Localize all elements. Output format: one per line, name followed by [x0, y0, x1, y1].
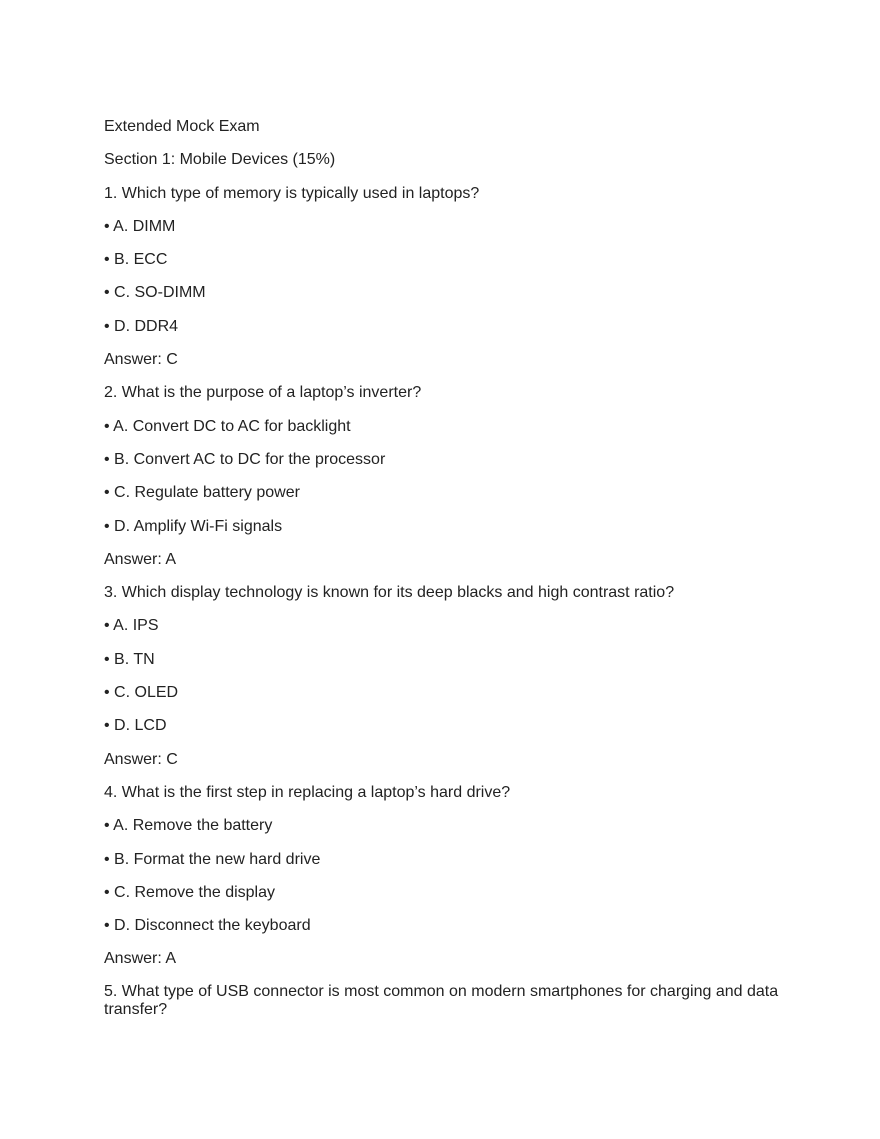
question-1: 1. Which type of memory is typically used in laptops?	[104, 184, 480, 202]
document-title: Extended Mock Exam	[104, 118, 260, 135]
option-3c: • C. OLED	[104, 684, 179, 702]
option-4d: • D. Disconnect the keyboard	[104, 917, 311, 935]
answer-1: Answer: C	[104, 351, 178, 369]
option-2d: • D. Amplify Wi-Fi signals	[104, 517, 283, 535]
document-page	[104, 117, 794, 1019]
question-5: 5. What type of USB connector is most common on modern smartphones for charging and data transfer?	[104, 982, 779, 1018]
answer-2: Answer: A	[104, 550, 177, 568]
question-4: 4. What is the first step in replacing a laptop’s hard drive?	[104, 783, 511, 801]
question-2: 2. What is the purpose of a laptop’s inverter?	[104, 384, 422, 402]
option-1c: • C. SO-DIMM	[104, 284, 206, 302]
option-4a: • A. Remove the battery	[104, 817, 273, 835]
section-heading: Section 1: Mobile Devices (15%)	[104, 151, 336, 169]
option-2b: • B. Convert AC to DC for the processor	[104, 450, 386, 468]
option-4c: • C. Remove the display	[104, 883, 276, 901]
option-3b: • B. TN	[104, 650, 155, 668]
option-2a: • A. Convert DC to AC for backlight	[104, 417, 351, 435]
answer-3: Answer: C	[104, 750, 178, 768]
option-4b: • B. Format the new hard drive	[104, 850, 321, 868]
option-3d: • D. LCD	[104, 717, 167, 735]
option-2c: • C. Regulate battery power	[104, 484, 300, 502]
option-1a: • A. DIMM	[104, 217, 176, 235]
option-3a: • A. IPS	[104, 617, 159, 635]
option-1b: • B. ECC	[104, 251, 168, 269]
option-1d: • D. DDR4	[104, 317, 179, 335]
question-3: 3. Which display technology is known for its deep blacks and high contrast ratio?	[104, 584, 675, 602]
answer-4: Answer: A	[104, 950, 177, 968]
